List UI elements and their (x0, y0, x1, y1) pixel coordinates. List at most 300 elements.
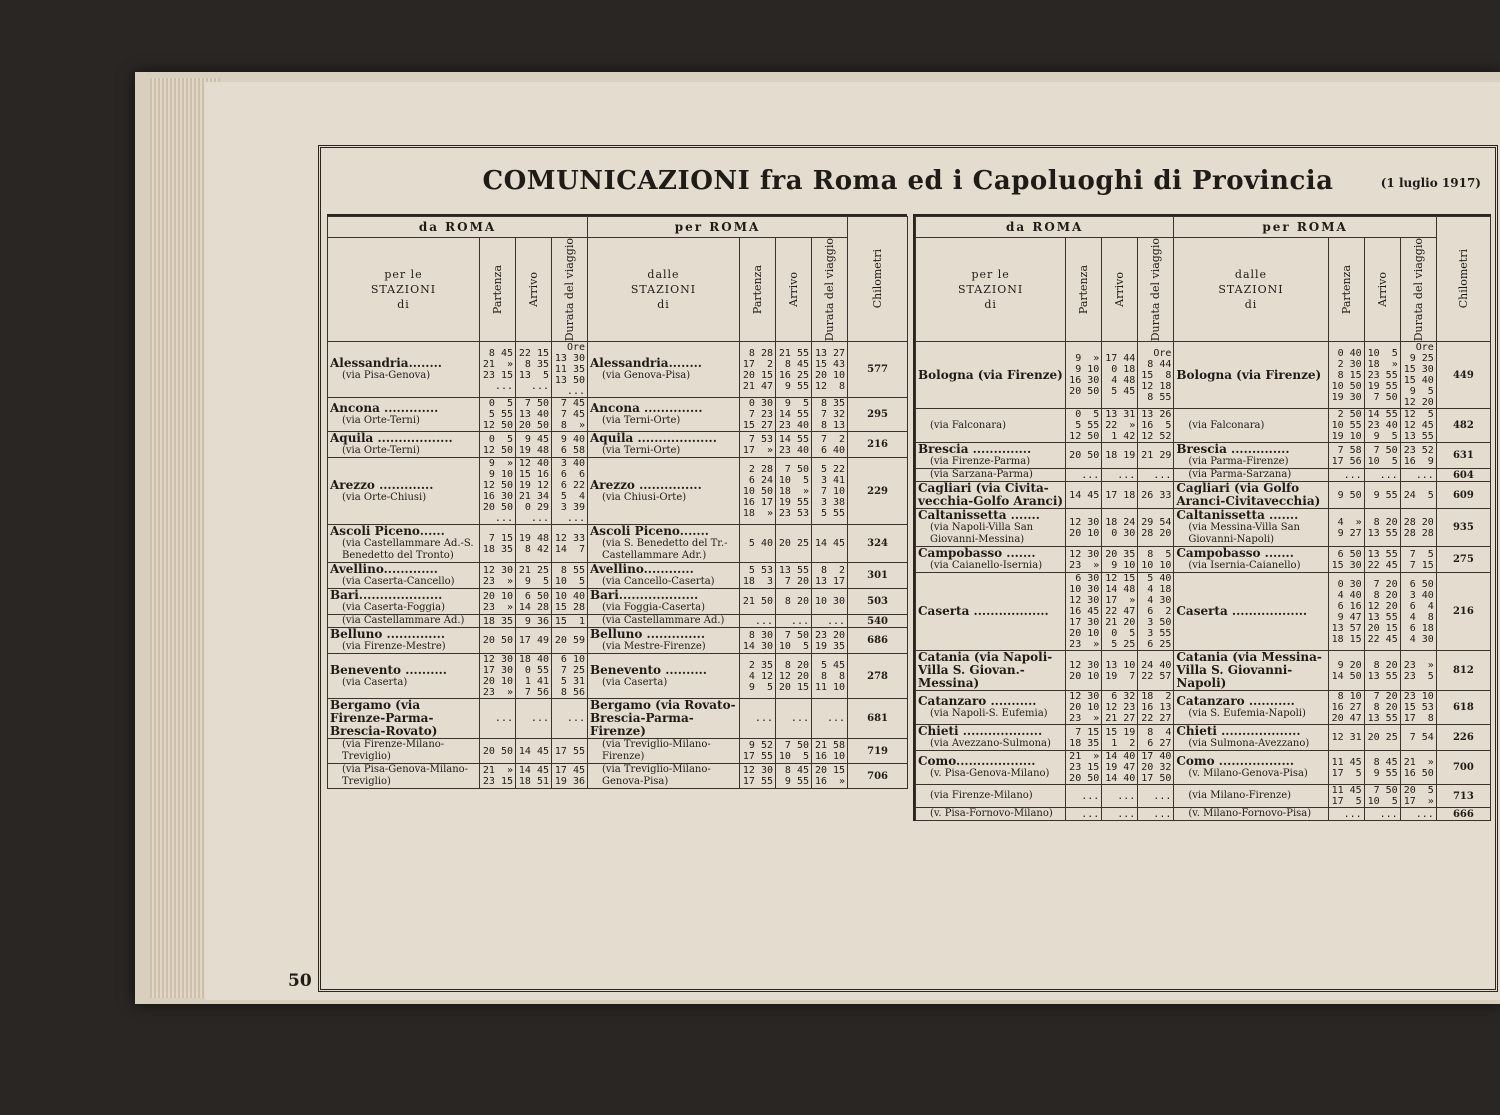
arrival-times: 14 45 18 51 (516, 764, 552, 789)
from-station (916, 409, 1066, 443)
departure-times: 12 30 20 10 (1066, 651, 1102, 691)
from-station (328, 764, 480, 789)
duration-times: 17 40 20 32 17 50 (1138, 751, 1174, 785)
duration-times: 12 5 12 45 13 55 (1400, 409, 1436, 443)
arrival-times: 20 25 (1364, 725, 1400, 751)
station-name: Alessandria........ (590, 356, 702, 371)
departure-times: 14 45 (1066, 482, 1102, 509)
distance-km: 540 (848, 615, 908, 628)
departure-times: 0 30 4 40 6 16 9 47 13 57 18 15 (1328, 573, 1364, 651)
table-row (916, 509, 1491, 547)
page-title: COMUNICAZIONI fra Roma ed i Capoluoghi di Provincia (482, 166, 1334, 196)
duration-times: 8 55 10 5 (552, 563, 588, 589)
station-name: Bergamo (via Firenze-Parma-Brescia-Rovato) (330, 698, 438, 739)
distance-km: 229 (848, 458, 908, 525)
station-name: Caltanissetta ....... (1176, 508, 1299, 523)
arrival-times: 18 40 0 55 1 41 7 56 (516, 654, 552, 699)
header-per-le-stazioni: per le STAZIONI di (328, 238, 480, 342)
departure-times: 18 35 (480, 615, 516, 628)
arrival-times: ... (1102, 808, 1138, 821)
header-arrivo: Arrivo (1102, 238, 1138, 342)
duration-times: ... (1138, 808, 1174, 821)
duration-times: ... (1138, 785, 1174, 808)
route-via: (via Terni-Orte) (602, 445, 681, 457)
timetable-left (327, 216, 908, 789)
duration-times: 8 5 10 10 (1138, 547, 1174, 573)
table-row (916, 651, 1491, 691)
from-station (916, 573, 1066, 651)
arrival-times: 14 40 19 47 14 40 (1102, 751, 1138, 785)
arrival-times: 19 48 8 42 (516, 525, 552, 563)
from-station (916, 808, 1066, 821)
table-row (916, 785, 1491, 808)
to-station (588, 342, 740, 398)
duration-times: 5 40 4 18 4 30 6 2 3 50 3 55 6 25 (1138, 573, 1174, 651)
arrival-times: 7 20 8 20 12 20 13 55 20 15 22 45 (1364, 573, 1400, 651)
to-station (1174, 469, 1328, 482)
table-row (328, 432, 908, 458)
to-station (1174, 509, 1328, 547)
departure-times: 8 10 16 27 20 47 (1328, 691, 1364, 725)
from-station (328, 458, 480, 525)
arrival-times: 8 45 9 55 (776, 764, 812, 789)
duration-times: 7 2 6 40 (812, 432, 848, 458)
header-dalle-stazioni: dalle STAZIONI di (1174, 238, 1328, 342)
route-via: (via S. Eufemia-Napoli) (1188, 708, 1306, 720)
duration-times: ... (812, 615, 848, 628)
to-station (1174, 725, 1328, 751)
to-station (588, 589, 740, 615)
distance-km: 226 (1436, 725, 1490, 751)
duration-times: Ore 13 30 11 35 13 50 ... (552, 342, 588, 398)
from-station (328, 615, 480, 628)
departure-times: 2 50 10 55 19 10 (1328, 409, 1364, 443)
departure-times: ... (480, 699, 516, 739)
arrival-times: ... (776, 615, 812, 628)
table-row (328, 589, 908, 615)
header-chilometri: Chilometri (1436, 217, 1490, 342)
duration-times: 20 15 16 » (812, 764, 848, 789)
from-station (916, 342, 1066, 409)
station-name: Cagliari (via Civita-vecchia-Golfo Aranci) (918, 481, 1064, 509)
arrival-times: 7 50 13 40 20 50 (516, 398, 552, 432)
station-name: Catania (via Napoli-Villa S. Giovan.-Messina) (918, 650, 1053, 691)
arrival-times: ... (1364, 808, 1400, 821)
departure-times: ... (740, 615, 776, 628)
departure-times: 12 30 17 30 20 10 23 » (480, 654, 516, 699)
departure-times: ... (1328, 808, 1364, 821)
arrival-times: 20 35 9 10 (1102, 547, 1138, 573)
from-station (916, 443, 1066, 469)
table-row (328, 654, 908, 699)
table-row (916, 547, 1491, 573)
header-arrivo: Arrivo (776, 238, 812, 342)
duration-times: 13 26 16 5 12 52 (1138, 409, 1174, 443)
header-per-roma: per ROMA (1174, 217, 1436, 238)
station-name: Belluno .............. (590, 627, 706, 642)
from-station (916, 482, 1066, 509)
to-station (1174, 409, 1328, 443)
departure-times: 20 10 23 » (480, 589, 516, 615)
station-name: Chieti ................... (918, 724, 1043, 739)
timetable-right (915, 216, 1491, 821)
departure-times: 5 40 (740, 525, 776, 563)
table-row (916, 342, 1491, 409)
duration-times: 14 45 (812, 525, 848, 563)
arrival-times: 13 10 19 7 (1102, 651, 1138, 691)
station-name: Belluno .............. (330, 627, 446, 642)
table-row (328, 525, 908, 563)
to-station (1174, 785, 1328, 808)
arrival-times: 8 20 13 55 (1364, 509, 1400, 547)
duration-times: 23 10 15 53 17 8 (1400, 691, 1436, 725)
from-station (916, 751, 1066, 785)
departure-times: 8 28 17 2 20 15 21 47 (740, 342, 776, 398)
station-name: Aquila .................. (330, 431, 453, 446)
route-via: (v. Pisa-Genova-Milano) (930, 768, 1050, 780)
route-via: (via Orte-Chiusi) (342, 491, 427, 503)
route-via: (via Milano-Firenze) (1188, 790, 1292, 802)
arrival-times: 8 20 13 55 (1364, 651, 1400, 691)
distance-km: 812 (1436, 651, 1490, 691)
station-name: Cagliari (via Golfo Aranci-Civitavecchia) (1176, 481, 1321, 509)
from-station (328, 563, 480, 589)
header-durata: Durata del viaggio (1400, 238, 1436, 342)
route-via: (via Avezzano-Sulmona) (930, 738, 1051, 750)
departure-times: 11 45 17 5 (1328, 751, 1364, 785)
departure-times: 7 53 17 » (740, 432, 776, 458)
departure-times: 20 50 (480, 628, 516, 654)
to-station (588, 764, 740, 789)
from-station (328, 699, 480, 739)
departure-times: 9 » 9 10 16 30 20 50 (1066, 342, 1102, 409)
table-row (916, 409, 1491, 443)
route-via: (via Chiusi-Orte) (602, 491, 687, 503)
route-via: (via Caserta-Foggia) (342, 602, 445, 614)
departure-times: 12 30 20 10 23 » (1066, 691, 1102, 725)
distance-km: 301 (848, 563, 908, 589)
left-timetable (327, 214, 907, 789)
from-station (916, 691, 1066, 725)
duration-times: 10 30 (812, 589, 848, 615)
duration-times: 28 20 28 28 (1400, 509, 1436, 547)
arrival-times: 7 50 10 5 18 » 19 55 23 53 (776, 458, 812, 525)
duration-times: 23 52 16 9 (1400, 443, 1436, 469)
station-name: Catanzaro ........... (918, 694, 1037, 709)
distance-km: 631 (1436, 443, 1490, 469)
right-timetable (913, 214, 1491, 821)
departure-times: 8 45 21 » 23 15 ... (480, 342, 516, 398)
table-row (328, 398, 908, 432)
route-via: (via Parma-Sarzana) (1188, 469, 1292, 481)
table-row (916, 573, 1491, 651)
station-name: Campobasso ....... (1176, 546, 1294, 561)
route-via: (v. Milano-Fornovo-Pisa) (1188, 808, 1312, 820)
departure-times: 0 5 5 55 12 50 (1066, 409, 1102, 443)
duration-times: 7 45 7 45 8 » (552, 398, 588, 432)
arrival-times: 18 19 (1102, 443, 1138, 469)
to-station (588, 563, 740, 589)
route-via: (via Orte-Terni) (342, 415, 420, 427)
route-via: (via Caianello-Isernia) (930, 560, 1043, 572)
arrival-times: 21 25 9 5 (516, 563, 552, 589)
station-name: Bologna (via Firenze) (918, 367, 1063, 382)
duration-times: ... (1138, 469, 1174, 482)
edition-date: (1 luglio 1917) (1380, 176, 1481, 190)
departure-times: 7 58 17 56 (1328, 443, 1364, 469)
table-row (916, 751, 1491, 785)
to-station (588, 525, 740, 563)
duration-times: 12 33 14 7 (552, 525, 588, 563)
station-name: Ancona ............. (330, 401, 439, 416)
duration-times: 21 » 16 50 (1400, 751, 1436, 785)
departure-times: ... (1066, 808, 1102, 821)
station-name: Arezzo ............. (330, 477, 434, 492)
from-station (916, 547, 1066, 573)
station-name: Bergamo (via Rovato-Brescia-Parma-Firenze) (590, 698, 736, 739)
duration-times: ... (552, 699, 588, 739)
arrival-times: 10 5 18 » 23 55 19 55 7 50 (1364, 342, 1400, 409)
arrival-times: 14 55 23 40 (776, 432, 812, 458)
distance-km: 666 (1436, 808, 1490, 821)
departure-times: 0 5 5 55 12 50 (480, 398, 516, 432)
table-row (916, 691, 1491, 725)
arrival-times: 21 55 8 45 16 25 9 55 (776, 342, 812, 398)
station-name: Brescia .............. (1176, 442, 1290, 457)
distance-km: 609 (1436, 482, 1490, 509)
arrival-times: 6 32 12 23 21 27 (1102, 691, 1138, 725)
route-via: (via Falconara) (930, 419, 1006, 431)
station-name: Brescia .............. (918, 442, 1032, 457)
arrival-times: 9 45 19 48 (516, 432, 552, 458)
departure-times: 2 28 6 24 10 50 16 17 18 » (740, 458, 776, 525)
distance-km: 700 (1436, 751, 1490, 785)
distance-km: 681 (848, 699, 908, 739)
arrival-times: 17 18 (1102, 482, 1138, 509)
from-station (916, 725, 1066, 751)
arrival-times: 15 19 1 2 (1102, 725, 1138, 751)
station-name: Ascoli Piceno....... (590, 524, 709, 539)
route-via: (via Terni-Orte) (602, 415, 681, 427)
departure-times: 0 5 12 50 (480, 432, 516, 458)
station-name: Bologna (via Firenze) (1176, 367, 1322, 382)
departure-times: 9 50 (1328, 482, 1364, 509)
header-durata: Durata del viaggio (552, 238, 588, 342)
arrival-times: 14 55 23 40 9 5 (1364, 409, 1400, 443)
route-via: (via Caserta) (602, 676, 668, 688)
route-via: (v. Milano-Genova-Pisa) (1188, 768, 1308, 780)
duration-times: 21 58 16 10 (812, 739, 848, 764)
distance-km: 604 (1436, 469, 1490, 482)
to-station (1174, 443, 1328, 469)
duration-times: 17 55 (552, 739, 588, 764)
duration-times: 7 54 (1400, 725, 1436, 751)
route-via: (via Foggia-Caserta) (602, 602, 705, 614)
duration-times: 9 40 6 58 (552, 432, 588, 458)
departure-times: 9 52 17 55 (740, 739, 776, 764)
duration-times: 6 10 7 25 5 31 8 56 (552, 654, 588, 699)
duration-times: 6 50 3 40 6 4 4 8 6 18 4 30 (1400, 573, 1436, 651)
departure-times: 12 30 17 55 (740, 764, 776, 789)
to-station (588, 458, 740, 525)
distance-km: 686 (848, 628, 908, 654)
station-name: Benevento .......... (590, 662, 707, 677)
from-station (328, 432, 480, 458)
route-via: (via Parma-Firenze) (1188, 456, 1289, 468)
duration-times: 23 20 19 35 (812, 628, 848, 654)
station-name: Caserta .................. (1176, 604, 1308, 619)
header-partenza: Partenza (1066, 238, 1102, 342)
arrival-times: 7 50 10 5 (1364, 443, 1400, 469)
table-row (916, 469, 1491, 482)
distance-km: 295 (848, 398, 908, 432)
arrival-times: 17 49 (516, 628, 552, 654)
departure-times: 12 30 20 10 (1066, 509, 1102, 547)
to-station (1174, 751, 1328, 785)
to-station (1174, 808, 1328, 821)
to-station (1174, 651, 1328, 691)
from-station (328, 654, 480, 699)
station-name: Arezzo ............... (590, 477, 702, 492)
timetable-frame (318, 145, 1498, 992)
header-da-roma: da ROMA (328, 217, 588, 238)
departure-times: 6 30 10 30 12 30 16 45 17 30 20 10 23 » (1066, 573, 1102, 651)
route-via: (via Napoli-S. Eufemia) (930, 708, 1048, 720)
duration-times: ... (1400, 469, 1436, 482)
route-via: (via Cancello-Caserta) (602, 576, 715, 588)
table-row (328, 764, 908, 789)
route-via: (via Pisa-Genova-Milano-Treviglio) (342, 764, 469, 788)
station-name: Campobasso ....... (918, 546, 1036, 561)
station-name: Caserta .................. (918, 604, 1049, 619)
route-via: (via Mestre-Firenze) (602, 641, 706, 653)
from-station (328, 589, 480, 615)
duration-times: 21 29 (1138, 443, 1174, 469)
duration-times: 5 22 3 41 7 10 3 38 5 55 (812, 458, 848, 525)
header-arrivo: Arrivo (1364, 238, 1400, 342)
arrival-times: 13 55 7 20 (776, 563, 812, 589)
duration-times: 3 40 6 6 6 22 5 4 3 39 ... (552, 458, 588, 525)
arrival-times: 13 55 22 45 (1364, 547, 1400, 573)
station-name: Aquila ................... (590, 431, 717, 446)
duration-times: 18 2 16 13 22 27 (1138, 691, 1174, 725)
duration-times: Ore 9 25 15 30 15 40 9 5 12 20 (1400, 342, 1436, 409)
to-station (1174, 342, 1328, 409)
from-station (916, 469, 1066, 482)
route-via: (via Firenze-Mestre) (342, 641, 446, 653)
departure-times: 0 30 7 23 15 27 (740, 398, 776, 432)
duration-times: ... (1400, 808, 1436, 821)
duration-times: ... (812, 699, 848, 739)
page-number: 50 (288, 971, 312, 991)
route-via: (via Castellammare Ad.-S. Benedetto del Tronto) (342, 538, 474, 562)
route-via: (via Caserta-Cancello) (342, 576, 455, 588)
arrival-times: 7 50 10 5 (776, 739, 812, 764)
distance-km: 482 (1436, 409, 1490, 443)
from-station (916, 651, 1066, 691)
route-via: (via Castellammare Ad.) (342, 615, 465, 627)
arrival-times: 9 36 (516, 615, 552, 628)
to-station (588, 699, 740, 739)
departure-times: 11 45 17 5 (1328, 785, 1364, 808)
route-via: (via Castellammare Ad.) (602, 615, 725, 627)
departure-times: 20 50 (1066, 443, 1102, 469)
station-name: Bari.................... (330, 588, 443, 603)
station-name: Catania (via Messina-Villa S. Giovanni-Napoli) (1176, 650, 1322, 691)
arrival-times: 17 44 0 18 4 48 5 45 (1102, 342, 1138, 409)
to-station (588, 628, 740, 654)
distance-km: 275 (1436, 547, 1490, 573)
distance-km: 706 (848, 764, 908, 789)
to-station (1174, 482, 1328, 509)
departure-times: ... (1066, 785, 1102, 808)
header-partenza: Partenza (1328, 238, 1364, 342)
from-station (328, 628, 480, 654)
station-name: Caltanissetta ....... (918, 508, 1040, 523)
departure-times: 8 30 14 30 (740, 628, 776, 654)
arrival-times: 14 45 (516, 739, 552, 764)
departure-times: 9 20 14 50 (1328, 651, 1364, 691)
route-via: (via Caserta) (342, 676, 408, 688)
route-via: (via Pisa-Genova) (342, 370, 431, 382)
arrival-times: ... (776, 699, 812, 739)
arrival-times: 7 50 10 5 (776, 628, 812, 654)
header-durata: Durata del viaggio (812, 238, 848, 342)
table-row (916, 482, 1491, 509)
duration-times: 23 » 23 5 (1400, 651, 1436, 691)
arrival-times: 8 20 (776, 589, 812, 615)
route-via: (via Messina-Villa San Giovanni-Napoli) (1188, 522, 1300, 546)
duration-times: 29 54 28 20 (1138, 509, 1174, 547)
departure-times: 12 30 23 » (1066, 547, 1102, 573)
departure-times: 21 » 23 15 (480, 764, 516, 789)
header-durata: Durata del viaggio (1138, 238, 1174, 342)
arrival-times: ... (1102, 469, 1138, 482)
station-name: Como................... (918, 754, 1036, 769)
arrival-times: 13 31 22 » 1 42 (1102, 409, 1138, 443)
distance-km: 216 (848, 432, 908, 458)
duration-times: 20 59 (552, 628, 588, 654)
distance-km: 618 (1436, 691, 1490, 725)
arrival-times: 9 5 14 55 23 40 (776, 398, 812, 432)
duration-times: 8 4 6 27 (1138, 725, 1174, 751)
distance-km: 449 (1436, 342, 1490, 409)
table-row (916, 808, 1491, 821)
header-partenza: Partenza (740, 238, 776, 342)
duration-times: 24 5 (1400, 482, 1436, 509)
arrival-times: 12 15 14 48 17 » 22 47 21 20 0 5 5 25 (1102, 573, 1138, 651)
distance-km: 719 (848, 739, 908, 764)
arrival-times: ... (516, 699, 552, 739)
distance-km: 216 (1436, 573, 1490, 651)
header-da-roma: da ROMA (916, 217, 1174, 238)
station-name: Ancona .............. (590, 401, 703, 416)
station-name: Alessandria........ (330, 356, 442, 371)
route-via: (via Napoli-Villa San Giovanni-Messina) (930, 522, 1034, 546)
station-name: Bari................... (590, 588, 699, 603)
from-station (328, 525, 480, 563)
to-station (588, 739, 740, 764)
to-station (588, 615, 740, 628)
route-via: (via Treviglio-Milano-Firenze) (602, 739, 711, 763)
departure-times: 5 53 18 3 (740, 563, 776, 589)
departure-times: 4 » 9 27 (1328, 509, 1364, 547)
header-arrivo: Arrivo (516, 238, 552, 342)
header-per-roma: per ROMA (588, 217, 848, 238)
arrival-times: 12 40 15 16 19 12 21 34 0 29 ... (516, 458, 552, 525)
station-name: Benevento .......... (330, 662, 447, 677)
distance-km: 278 (848, 654, 908, 699)
